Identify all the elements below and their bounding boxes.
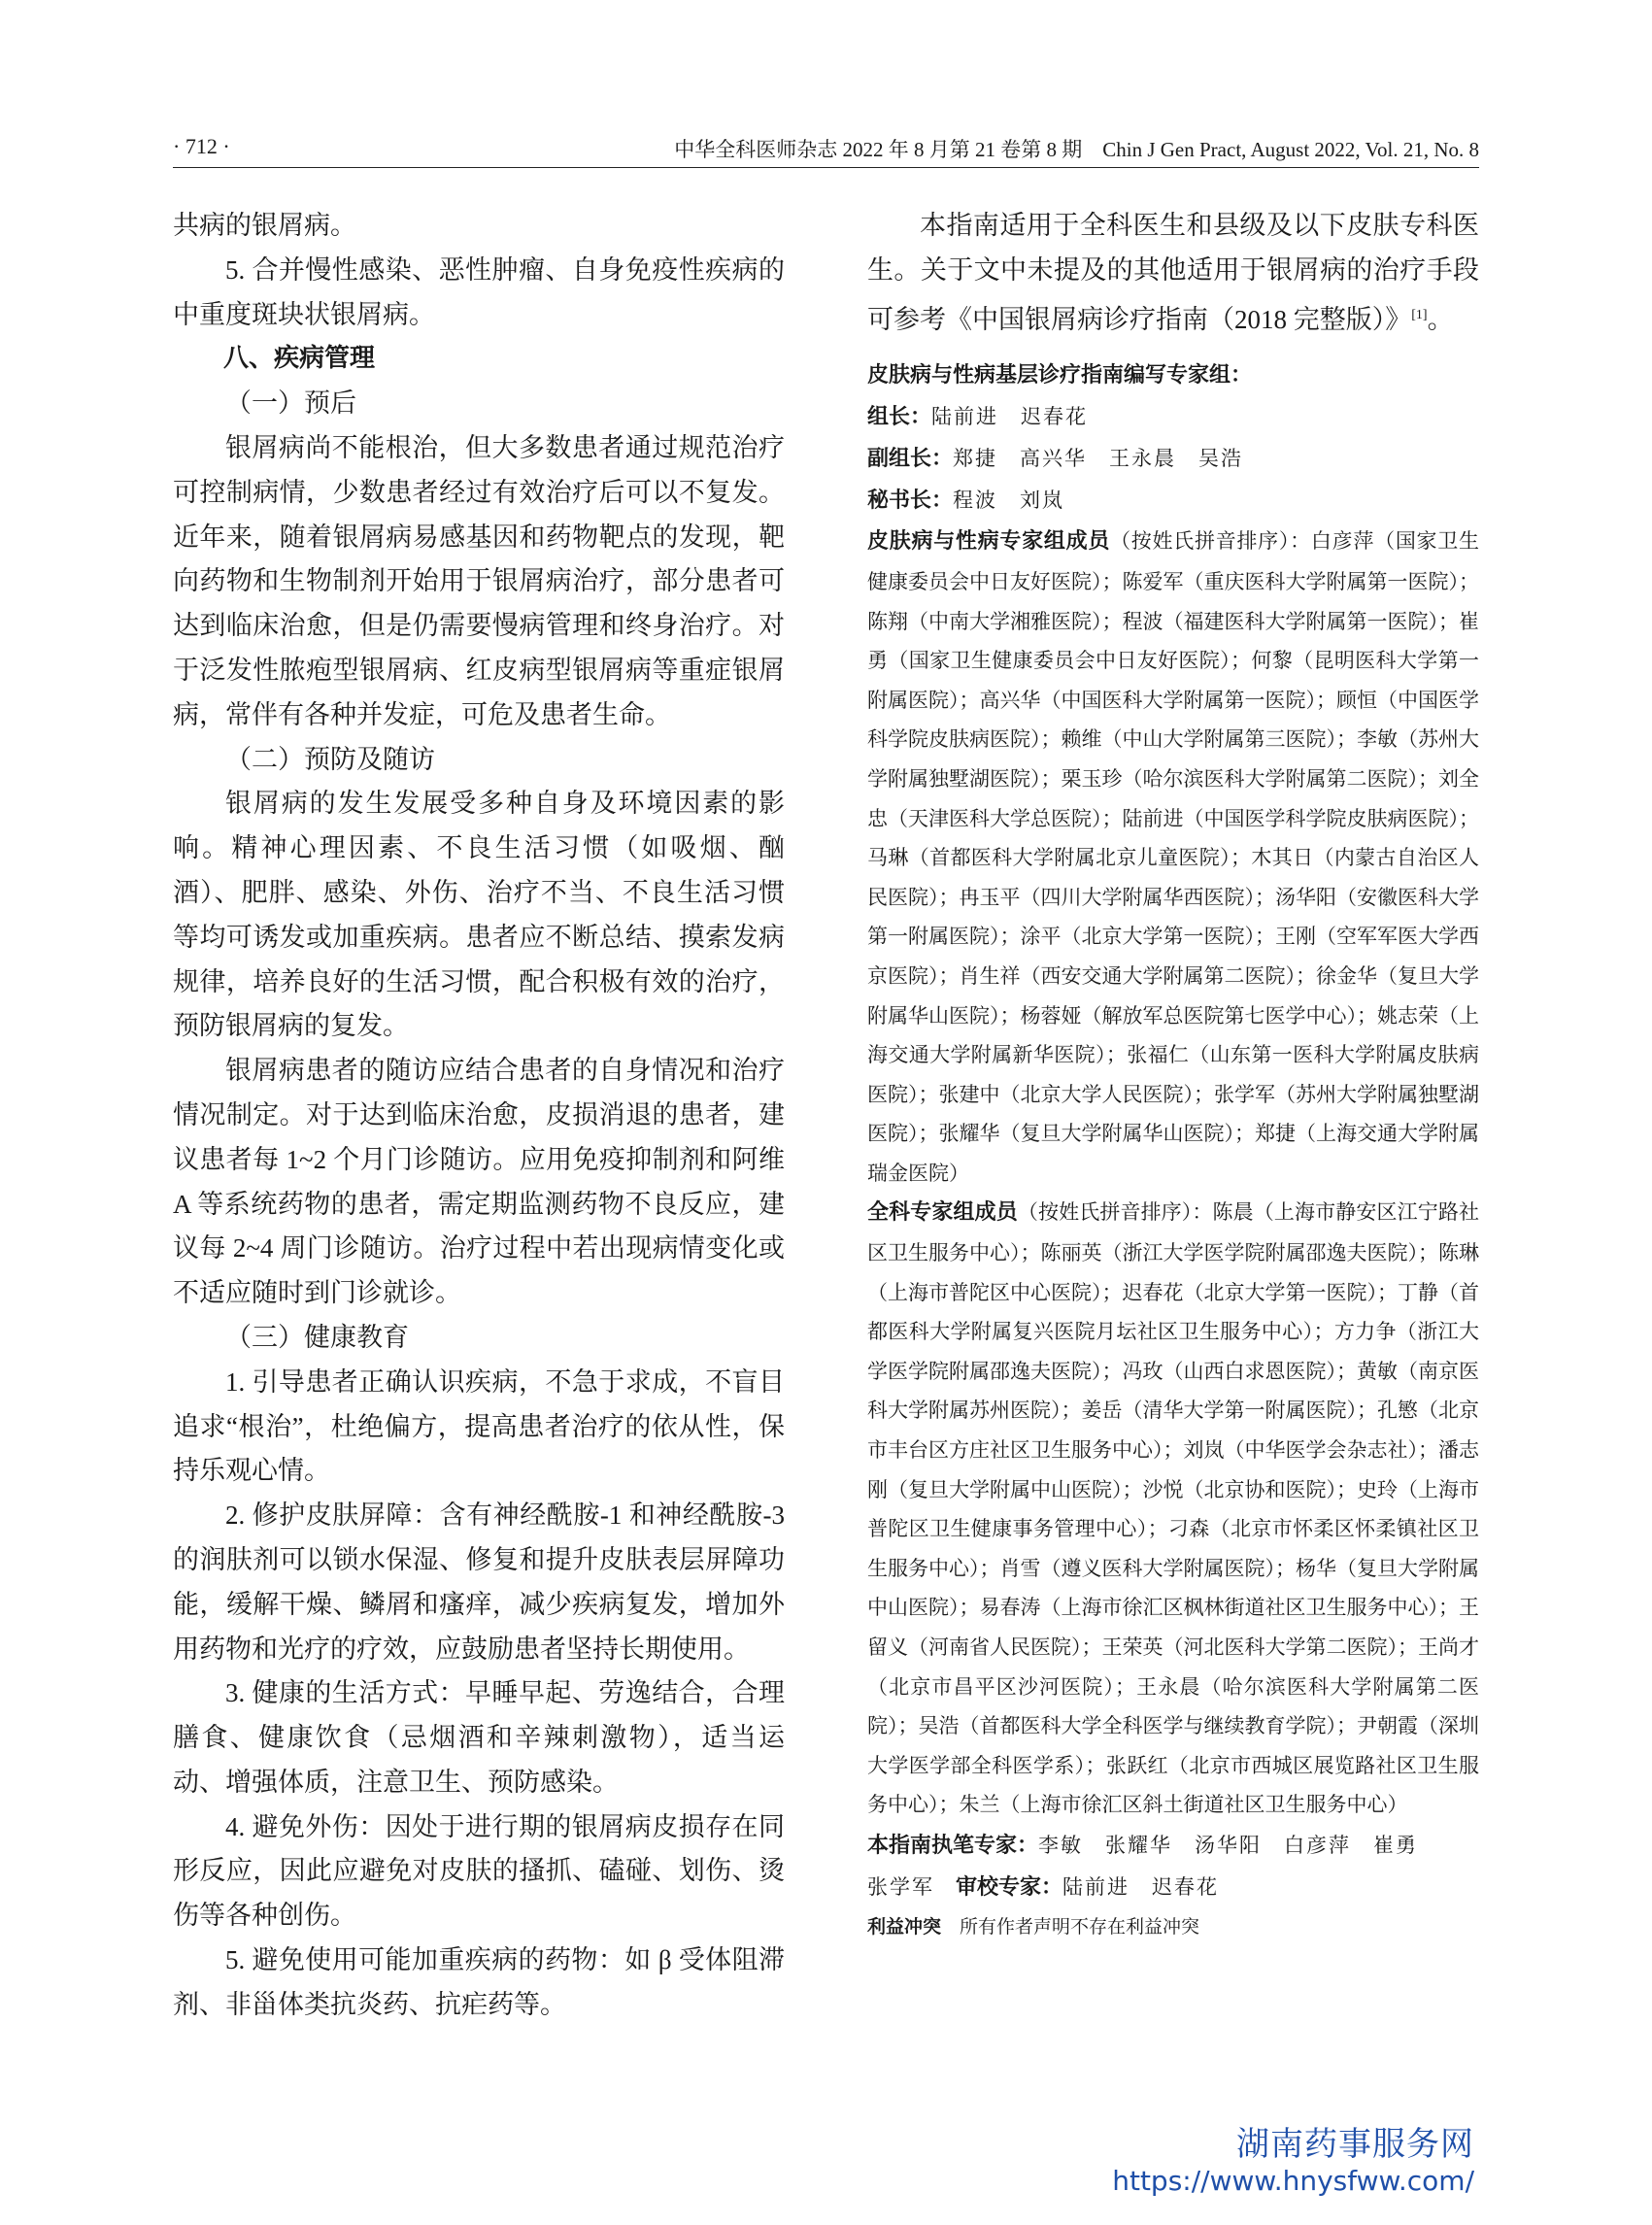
leader-names: 陆前进 迟春花 — [931, 405, 1089, 429]
dermatology-members — [867, 522, 1479, 1193]
paragraph-education-2: 2. 修护皮肤屏障：含有神经酰胺-1 和神经酰胺-3 的润肤剂可以锁水保湿、修复和提升皮肤表层屏障功能，缓解干燥、鳞屑和瘙痒，减少疾病复发，增加外用药物和光疗的疗效，应鼓励患者坚持长期使用。 — [173, 1500, 785, 1664]
leader-label: 组长： — [867, 405, 932, 430]
paragraph-education-4: 4. 避免外伤：因处于进行期的银屑病皮损存在同形反应，因此应避免对皮肤的搔抓、磕碰、划伤、烫伤等各种创伤。 — [173, 1811, 785, 1931]
general-practice-members-note: （按姓氏拼音排序）： — [1017, 1200, 1213, 1225]
vice-leader-row — [867, 438, 1479, 480]
conflict-of-interest-label: 利益冲突 — [867, 1915, 942, 1938]
dermatology-members-note: （按姓氏拼音排序）： — [1110, 529, 1311, 554]
dermatology-members-label: 皮肤病与性病专家组成员 — [867, 529, 1111, 555]
general-practice-members-list: 陈晨（上海市静安区江宁路社区卫生服务中心）；陈丽英（浙江大学医学院附属邵逸夫医院）；陈琳（上海市普陀区中心医院）；迟春花（北京大学第一医院）；丁静（首都医科大学附属复兴医院月坛社区卫生服务中心）；方力争（浙江大学医学院附属邵逸夫医院）；冯玫（山西白求恩医院）；黄敏（南京医科大学附属苏州医院）；姜岳（清华大学第一附属医院）；孔慜（北京市丰台区方庄社区卫生服务中心）；刘岚（中华医学会杂志社）；潘志刚（复旦大学附属中山医院）；沙悦（北京协和医院）；史玲（上海市普陀区卫生健康事务管理中心）；刁森（北京市怀柔区怀柔镇社区卫生服务中心）；肖雪（遵义医科大学附属医院）；杨华（复旦大学附属中山医院）；易春涛（上海市徐汇区枫林街道社区卫生服务中心）；王留义（河南省人民医院）；王荣英（河北医科大学第二医院）；王尚才（北京市昌平区沙河医院）；王永晨（哈尔滨医科大学附属第二医院）；吴浩（首都医科大学全科医学与继续教育学院）；尹朝霞（深圳大学医学部全科医学系）；张跃红（北京市西城区展览路社区卫生服务中心）；朱兰（上海市徐汇区斜土街道社区卫生服务中心） — [867, 1200, 1479, 1817]
paragraph-scope — [867, 204, 1479, 342]
vice-leader-label: 副组长： — [867, 447, 954, 472]
leader-row — [867, 396, 1479, 438]
writer-names: 李敏 张耀华 汤华阳 白彦萍 崔勇 — [1038, 1833, 1419, 1857]
writer-label: 本指南执笔专家： — [867, 1833, 1039, 1858]
secretary-names: 程波 刘岚 — [953, 489, 1065, 513]
paragraph-education-3: 3. 健康的生活方式：早睡早起、劳逸结合，合理膳食、健康饮食（忌烟酒和辛辣刺激物），适当运动、增强体质，注意卫生、预防感染。 — [173, 1678, 785, 1797]
paragraph-item-5: 5. 合并慢性感染、恶性肿瘤、自身免疫性疾病的中重度斑块状银屑病。 — [173, 254, 785, 329]
subsection-heading-prognosis: （一）预后 — [225, 388, 356, 419]
subsection-heading-health-education: （三）健康教育 — [225, 1322, 409, 1352]
subsection-heading-prevention: （二）预防及随访 — [225, 744, 435, 774]
scope-text: 本指南适用于全科医生和县级及以下皮肤专科医生。关于文中未提及的其他适用于银屑病的治疗手段可参考《中国银屑病诊疗指南（2018 完整版）》 — [867, 211, 1479, 334]
paragraph-prognosis: 银屑病尚不能根治，但大多数患者通过规范治疗可控制病情，少数患者经过有效治疗后可以不复发。近年来，随着银屑病易感基因和药物靶点的发现，靶向药物和生物制剂开始用于银屑病治疗，部分患者可达到临床治愈，但是仍需要慢病管理和终身治疗。对于泛发性脓疱型银屑病、红皮病型银屑病等重症银屑病，常伴有各种并发症，可危及患者生命。 — [173, 432, 785, 729]
scope-end: 。 — [1427, 304, 1454, 334]
page-number: · 712 · — [173, 134, 230, 158]
running-header — [173, 128, 1479, 168]
section-heading-disease-management: 八、疾病管理 — [223, 344, 376, 374]
paragraph-education-5: 5. 避免使用可能加重疾病的药物：如 β 受体阻滞剂、非甾体类抗炎药、抗疟药等。 — [173, 1945, 785, 2019]
secretary-row — [867, 480, 1479, 522]
general-practice-members-label: 全科专家组成员 — [867, 1200, 1018, 1226]
reviewer-names: 陆前进 迟春花 — [1062, 1874, 1220, 1899]
expert-group-title: 皮肤病与性病基层诊疗指南编写专家组： — [867, 363, 1253, 388]
website-watermark — [1018, 2125, 1474, 2199]
writer-reviewer-row — [867, 1867, 1479, 1908]
writer-names-continued: 张学军 — [867, 1874, 934, 1899]
conflict-of-interest-row — [867, 1910, 1479, 1944]
left-column — [173, 204, 785, 2028]
journal-citation: 中华全科医师杂志 2022 年 8 月第 21 卷第 8 期 Chin J Gen Pract, August 2022, Vol. 21, No. 8 — [674, 138, 1479, 161]
reference-marker: [1] — [1411, 307, 1428, 322]
secretary-label: 秘书长： — [867, 489, 954, 514]
watermark-site-name: 湖南药事服务网 — [1236, 2125, 1474, 2164]
watermark-url[interactable]: https://www.hnysfww.com/ — [1112, 2165, 1474, 2197]
conflict-of-interest-text: 所有作者声明不存在利益冲突 — [960, 1916, 1200, 1938]
right-column — [867, 204, 1479, 1944]
paragraph-education-1: 1. 引导患者正确认识疾病，不急于求成，不盲目追求“根治”，杜绝偏方，提高患者治疗的依从性，保持乐观心情。 — [173, 1366, 785, 1486]
paragraph-continued: 共病的银屑病。 — [173, 211, 356, 240]
general-practice-members — [867, 1193, 1479, 1825]
reviewer-label: 审校专家： — [956, 1874, 1063, 1900]
dermatology-members-list: 白彦萍（国家卫生健康委员会中日友好医院）；陈爱军（重庆医科大学附属第一医院）；陈翔（中南大学湘雅医院）；程波（福建医科大学附属第一医院）；崔勇（国家卫生健康委员会中日友好医院）；何黎（昆明医科大学第一附属医院）；高兴华（中国医科大学附属第一医院）；顾恒（中国医学科学院皮肤病医院）；赖维（中山大学附属第三医院）；李敏（苏州大学附属独墅湖医院）；栗玉珍（哈尔滨医科大学附属第二医院）；刘全忠（天津医科大学总医院）；陆前进（中国医学科学院皮肤病医院）；马琳（首都医科大学附属北京儿童医院）；木其日（内蒙古自治区人民医院）；冉玉平（四川大学附属华西医院）；汤华阳（安徽医科大学第一附属医院）；涂平（北京大学第一医院）；王刚（空军军医大学西京医院）；肖生祥（西安交通大学附属第二医院）；徐金华（复旦大学附属华山医院）；杨蓉娅（解放军总医院第七医学中心）；姚志荣（上海交通大学附属新华医院）；张福仁（山东第一医科大学附属皮肤病医院）；张建中（北京大学人民医院）；张学军（苏州大学附属独墅湖医院）；张耀华（复旦大学附属华山医院）；郑捷（上海交通大学附属瑞金医院） — [867, 529, 1480, 1185]
paragraph-prevention: 银屑病的发生发展受多种自身及环境因素的影响。精神心理因素、不良生活习惯（如吸烟、酗酒）、肥胖、感染、外伤、治疗不当、不良生活习惯等均可诱发或加重疾病。患者应不断总结、摸索发病规律，培养良好的生活习惯，配合积极有效的治疗，预防银屑病的复发。 — [173, 789, 785, 1041]
vice-leader-names: 郑捷 高兴华 王永晨 吴浩 — [953, 447, 1244, 471]
writer-row — [867, 1825, 1479, 1867]
paragraph-follow-up: 银屑病患者的随访应结合患者的自身情况和治疗情况制定。对于达到临床治愈，皮损消退的患者，建议患者每 1~2 个月门诊随访。应用免疫抑制剂和阿维 A 等系统药物的患者，需定期监测药物不良反应，建议每 2~4 周门诊随访。治疗过程中若出现病情变化或不适应随时到门诊就诊。 — [173, 1056, 785, 1308]
